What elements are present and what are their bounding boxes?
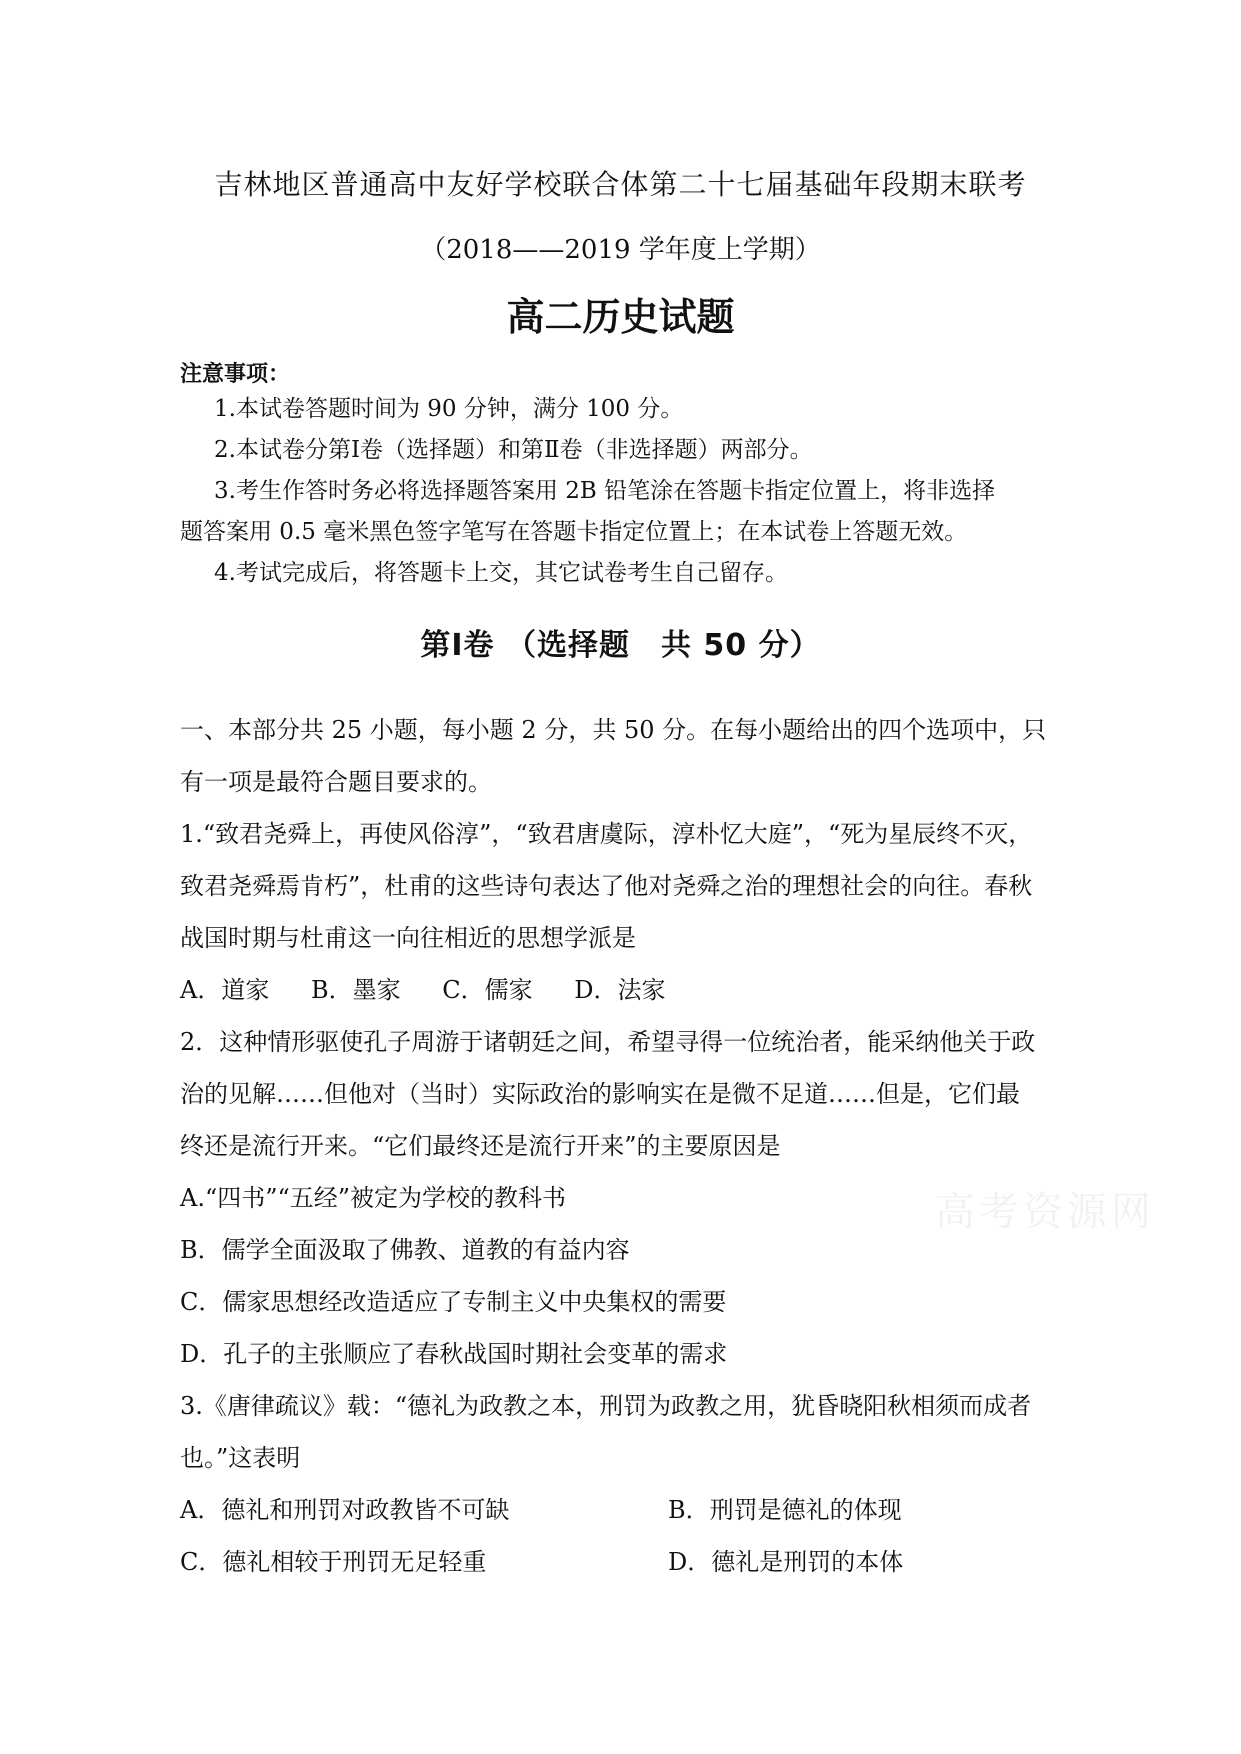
notice-item: 3.考生作答时务必将选择题答案用 2B 铅笔涂在答题卡指定位置上，将非选择 [214,478,996,504]
question-options [180,964,700,1016]
watermark: 高考资源网 [935,1189,1155,1235]
notice-item: 2.本试卷分第Ⅰ卷（选择题）和第Ⅱ卷（非选择题）两部分。 [214,437,813,463]
option-b: B．儒学全面汲取了佛教、道教的有益内容 [180,1236,630,1264]
option-a: A．德礼和刑罚对政教皆不可缺 [180,1496,510,1524]
notice-item: 1.本试卷答题时间为 90 分钟，满分 100 分。 [214,396,684,422]
option-d: D．法家 [574,976,666,1004]
paper-title: 高二历史试题 [506,295,735,339]
exam-title: 吉林地区普通高中友好学校联合体第二十七届基础年段期末联考 [214,168,1027,201]
question-stem: 2．这种情形驱使孔子周游于诸朝廷之间，希望寻得一位统治者，能采纳他关于政 [180,1028,1036,1056]
option-c: C．儒家思想经改造适应了专制主义中央集权的需要 [180,1288,727,1316]
question-stem: 治的见解……但他对（当时）实际政治的影响实在是微不足道……但是，它们最 [180,1080,1020,1108]
section-title: 第Ⅰ卷 （选择题 共 50 分） [420,628,821,663]
notice-item: 4.考试完成后，将答题卡上交，其它试卷考生自己留存。 [214,560,788,586]
option-b: B．墨家 [310,976,401,1004]
question-stem: 也。”这表明 [180,1444,301,1472]
exam-subtitle: （2018——2019 学年度上学期） [420,235,821,265]
section-instructions: 有一项是最符合题目要求的。 [180,768,492,796]
question-stem: 3.《唐律疏议》载：“德礼为政教之本，刑罚为政教之用，犹昏晓阳秋相须而成者 [180,1392,1032,1420]
option-c: C．儒家 [442,976,533,1004]
option-b: B．刑罚是德礼的体现 [668,1496,902,1524]
section-instructions: 一、本部分共 25 小题，每小题 2 分，共 50 分。在每小题给出的四个选项中，只 [180,716,1047,744]
option-c: C．德礼相较于刑罚无足轻重 [180,1548,487,1576]
question-stem: 战国时期与杜甫这一向往相近的思想学派是 [180,924,636,952]
option-d: D．孔子的主张顺应了春秋战国时期社会变革的需求 [180,1340,728,1368]
notice-heading: 注意事项： [180,362,291,387]
question-stem: 终还是流行开来。“它们最终还是流行开来”的主要原因是 [180,1132,781,1160]
option-a: A．道家 [180,976,270,1004]
question-stem: 致君尧舜焉肯朽”，杜甫的这些诗句表达了他对尧舜之治的理想社会的向往。春秋 [180,872,1033,900]
option-a: A.“四书”“五经”被定为学校的教科书 [180,1184,567,1212]
question-stem: 1.“致君尧舜上，再使风俗淳”，“致君唐虞际，淳朴忆大庭”，“死为星辰终不灭， [180,820,1033,848]
option-d: D．德礼是刑罚的本体 [668,1548,904,1576]
notice-item: 题答案用 0.5 毫米黑色签字笔写在答题卡指定位置上；在本试卷上答题无效。 [180,519,968,545]
